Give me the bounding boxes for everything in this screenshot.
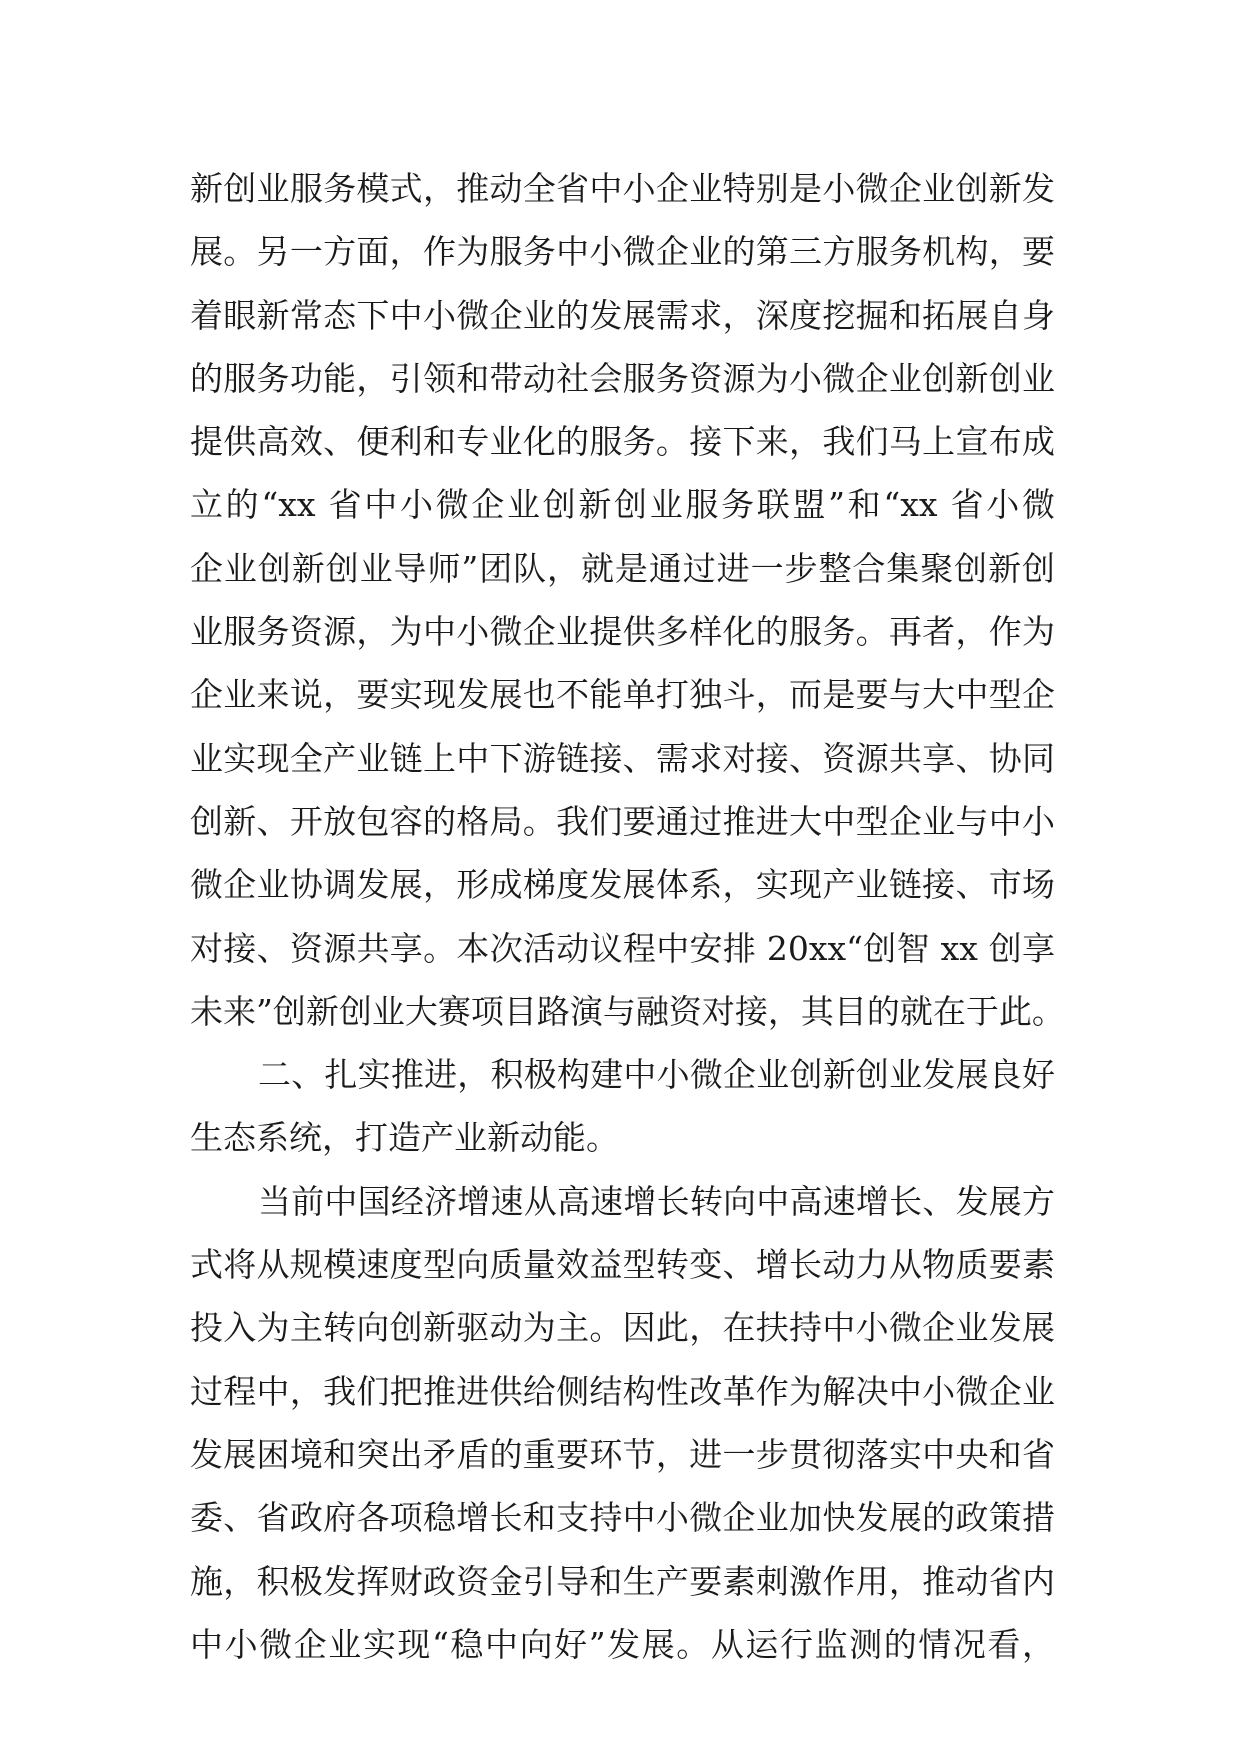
body-text <box>190 157 1065 1676</box>
text-line: 发展困境和突出矛盾的重要环节，进一步贯彻落实中央和省 <box>190 1434 1055 1474</box>
text-line: 创新、开放包容的格局。我们要通过推进大中型企业与中小 <box>190 801 1055 841</box>
text-line: 委、省政府各项稳增长和支持中小微企业加快发展的政策措 <box>190 1498 1055 1538</box>
section-heading-line: 生态系统，打造产业新动能。 <box>190 1118 619 1158</box>
text-line: 当前中国经济增速从高速增长转向中高速增长、发展方 <box>258 1181 1055 1221</box>
text-line: 微企业协调发展，形成梯度发展体系，实现产业链接、市场 <box>190 865 1055 905</box>
text-line: 业实现全产业链上中下游链接、需求对接、资源共享、协同 <box>190 738 1055 778</box>
text-line: 式将从规模速度型向质量效益型转变、增长动力从物质要素 <box>190 1245 1055 1285</box>
text-line: 投入为主转向创新驱动为主。因此，在扶持中小微企业发展 <box>190 1308 1055 1348</box>
text-line: 展。另一方面，作为服务中小微企业的第三方服务机构，要 <box>190 232 1055 272</box>
text-line: 提供高效、便利和专业化的服务。接下来，我们马上宣布成 <box>190 422 1055 462</box>
text-line: 企业创新创业导师”团队，就是通过进一步整合集聚创新创 <box>190 548 1055 588</box>
text-line: 企业来说，要实现发展也不能单打独斗，而是要与大中型企 <box>190 675 1055 715</box>
text-line: 对接、资源共享。本次活动议程中安排 20xx“创智 xx 创享 <box>190 928 1055 968</box>
text-line: 未来”创新创业大赛项目路演与融资对接，其目的就在于此。 <box>190 991 1065 1031</box>
text-line: 着眼新常态下中小微企业的发展需求，深度挖掘和拓展自身 <box>190 295 1055 335</box>
text-line: 新创业服务模式，推动全省中小企业特别是小微企业创新发 <box>190 169 1055 208</box>
text-line: 施，积极发挥财政资金引导和生产要素刺激作用，推动省内 <box>190 1561 1055 1601</box>
section-heading-line: 二、扎实推进，积极构建中小微企业创新创业发展良好 <box>258 1055 1055 1095</box>
text-line: 中小微企业实现“稳中向好”发展。从运行监测的情况看， <box>190 1624 1055 1664</box>
text-line: 过程中，我们把推进供给侧结构性改革作为解决中小微企业 <box>190 1371 1055 1411</box>
text-line: 立的“xx 省中小微企业创新创业服务联盟”和“xx 省小微 <box>190 485 1055 525</box>
text-line: 的服务功能，引领和带动社会服务资源为小微企业创新创业 <box>190 358 1055 398</box>
text-line: 业服务资源，为中小微企业提供多样化的服务。再者，作为 <box>190 612 1055 652</box>
